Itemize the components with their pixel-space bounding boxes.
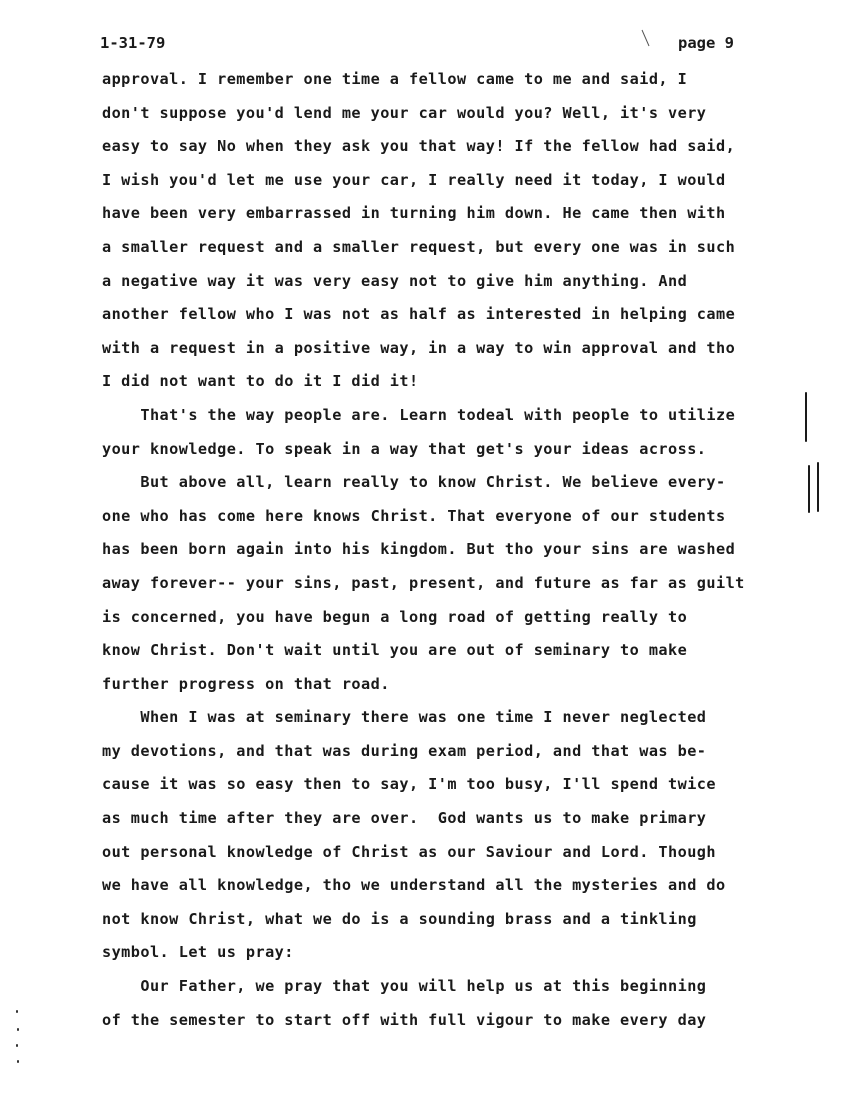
text-line: But above all, learn really to know Christ. We believe every- [102,473,726,492]
text-line: I did not want to do it I did it! [102,372,419,391]
text-line: I wish you'd let me use your car, I really need it today, I would [102,170,726,189]
text-line: one who has come here knows Christ. That everyone of our students [102,506,726,525]
text-line: of the semester to start off with full vigour to make every day [102,1010,707,1029]
text-line: my devotions, and that was during exam period, and that was be- [102,741,707,760]
text-line: has been born again into his kingdom. But tho your sins are washed [102,540,736,559]
margin-mark-single [805,392,807,442]
text-line: is concerned, you have begun a long road of getting really to [102,607,688,626]
text-line: approval. I remember one time a fellow came to me and said, I [102,70,688,88]
text-line: That's the way people are. Learn todeal with people to utilize [102,405,736,424]
text-line: cause it was so easy then to say, I'm too busy, I'll spend twice [102,775,716,794]
text-line: know Christ. Don't wait until you are out of seminary to make [102,641,688,660]
text-line: out personal knowledge of Christ as our Saviour and Lord. Though [102,842,716,861]
pen-smudge [640,28,654,50]
text-line: further progress on that road. [102,674,390,693]
text-line: not know Christ, what we do is a sounding brass and a tinkling [102,909,697,928]
scan-specks [14,1010,22,1070]
text-line: with a request in a positive way, in a way to win approval and tho [102,338,736,357]
text-line: symbol. Let us pray: [102,943,294,962]
text-line: easy to say No when they ask you that way! If the fellow had said, [102,137,736,156]
text-line: another fellow who I was not as half as interested in helping came [102,305,736,324]
header-date: 1-31-79 [100,34,166,52]
text-line: a negative way it was very easy not to give him anything. And [102,271,688,290]
text-line: Our Father, we pray that you will help us at this beginning [102,977,707,996]
text-line: as much time after they are over. God wants us to make primary [102,809,707,828]
body-text [102,63,802,1037]
text-line: away forever-- your sins, past, present, and future as far as guilt [102,573,745,592]
text-line: we have all knowledge, tho we understand all the mysteries and do [102,876,726,895]
text-line: When I was at seminary there was one time I never neglected [102,708,707,727]
text-line: your knowledge. To speak in a way that get's your ideas across. [102,439,707,458]
text-line: don't suppose you'd lend me your car would you? Well, it's very [102,103,707,122]
margin-mark-double-right [817,462,819,512]
header-page-number: page 9 [678,34,734,52]
margin-mark-double-left [808,465,810,513]
text-line: have been very embarrassed in turning him down. He came then with [102,204,726,223]
text-line: a smaller request and a smaller request, but every one was in such [102,237,736,256]
